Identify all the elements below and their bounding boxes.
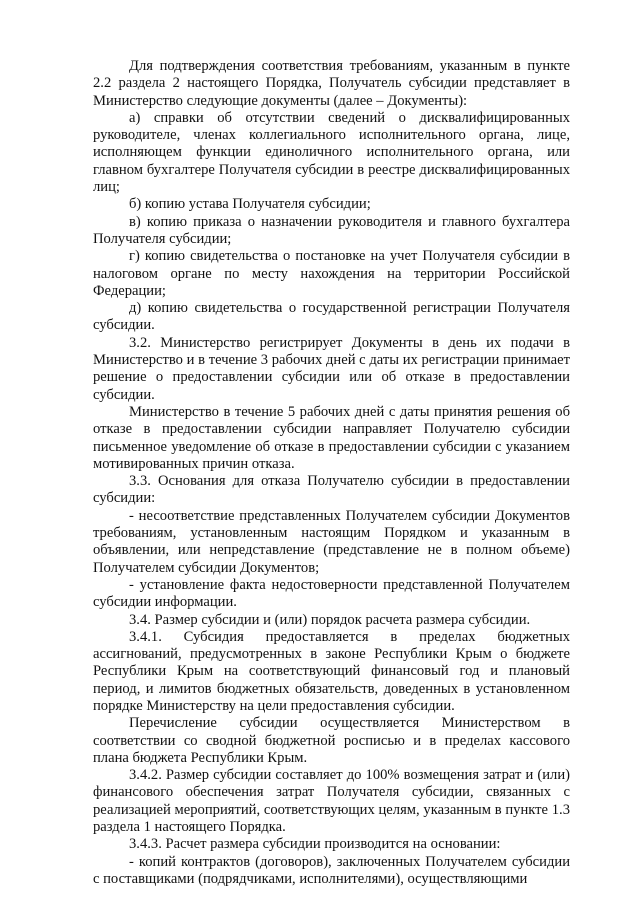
refusal-ground-2: - установление факта недостоверности представленной Получателем субсидии информации.	[93, 576, 570, 611]
list-item-d: г) копию свидетельства о постановке на учет Получателя субсидии в налоговом органе по месту нахождения на территории Российской Федерации;	[93, 248, 570, 299]
refusal-ground-1: - несоответствие представленных Получателем субсидии Документов требованиям, установленным настоящим Порядком и указанным в объявлении, или непредставление (представление не в полном объеме) Получателем субсидии Документов;	[93, 507, 570, 576]
clause-3-4-3: 3.4.3. Расчет размера субсидии производится на основании:	[129, 836, 501, 853]
list-item-c: в) копию приказа о назначении руководителя и главного бухгалтера Получателя субсидии;	[93, 213, 570, 247]
calculation-basis-1: - копий контрактов (договоров), заключенных Получателем субсидии с поставщиками (подрядчиками, исполнителями), осуществляющими	[93, 853, 570, 887]
clause-3-4: 3.4. Размер субсидии и (или) порядок расчета размера субсидии.	[129, 611, 531, 628]
clause-3-3: 3.3. Основания для отказа Получателю субсидии в предоставлении субсидии:	[93, 473, 570, 507]
list-item-e: д) копию свидетельства о государственной регистрации Получателя субсидии.	[93, 300, 570, 334]
clause-3-4-1-transfer: Перечисление субсидии осуществляется Министерством в соответствии со сводной бюджетной росписью и в пределах кассового плана бюджета Республики Крым.	[93, 715, 570, 766]
list-item-b: б) копию устава Получателя субсидии;	[129, 196, 371, 213]
clause-3-2: 3.2. Министерство регистрирует Документы в день их подачи в Министерство и в течение 3 рабочих дней с даты их регистрации принимает решение о предоставлении субсидии или об отказе в предоставлении субсидии.	[93, 334, 570, 403]
clause-3-4-1: 3.4.1. Субсидия предоставляется в пределах бюджетных ассигнований, предусмотренных в законе Республики Крым о бюджете Республики Крым на соответствующий финансовый год и плановый период, и лимитов бюджетных обязательств, доведенных в установленном порядке Министерству на цели предоставления субсидии.	[93, 628, 570, 714]
clause-3-4-2: 3.4.2. Размер субсидии составляет до 100% возмещения затрат и (или) финансового обеспечения затрат Получателя субсидии, связанных с реализацией мероприятий, соответствующих целям, указанным в пункте 1.3 раздела 1 настоящего Порядка.	[93, 767, 570, 836]
list-item-a: а) справки об отсутствии сведений о дисквалифицированных руководителе, членах коллегиального исполнительного органа, лице, исполняющем функции единоличного исполнительного органа, или главном бухгалтере Получателя субсидии в реестре дисквалифицированных лиц;	[93, 109, 570, 196]
clause-3-2-refusal-notice: Министерство в течение 5 рабочих дней с даты принятия решения об отказе в предоставлении субсидии направляет Получателю субсидии письменное уведомление об отказе в предоставлении субсидии с указанием мотивированных причин отказа.	[93, 403, 570, 472]
intro-paragraph: Для подтверждения соответствия требованиям, указанным в пункте 2.2 раздела 2 настоящего Порядка, Получатель субсидии представляет в Министерство следующие документы (далее – Документы):	[93, 58, 570, 109]
